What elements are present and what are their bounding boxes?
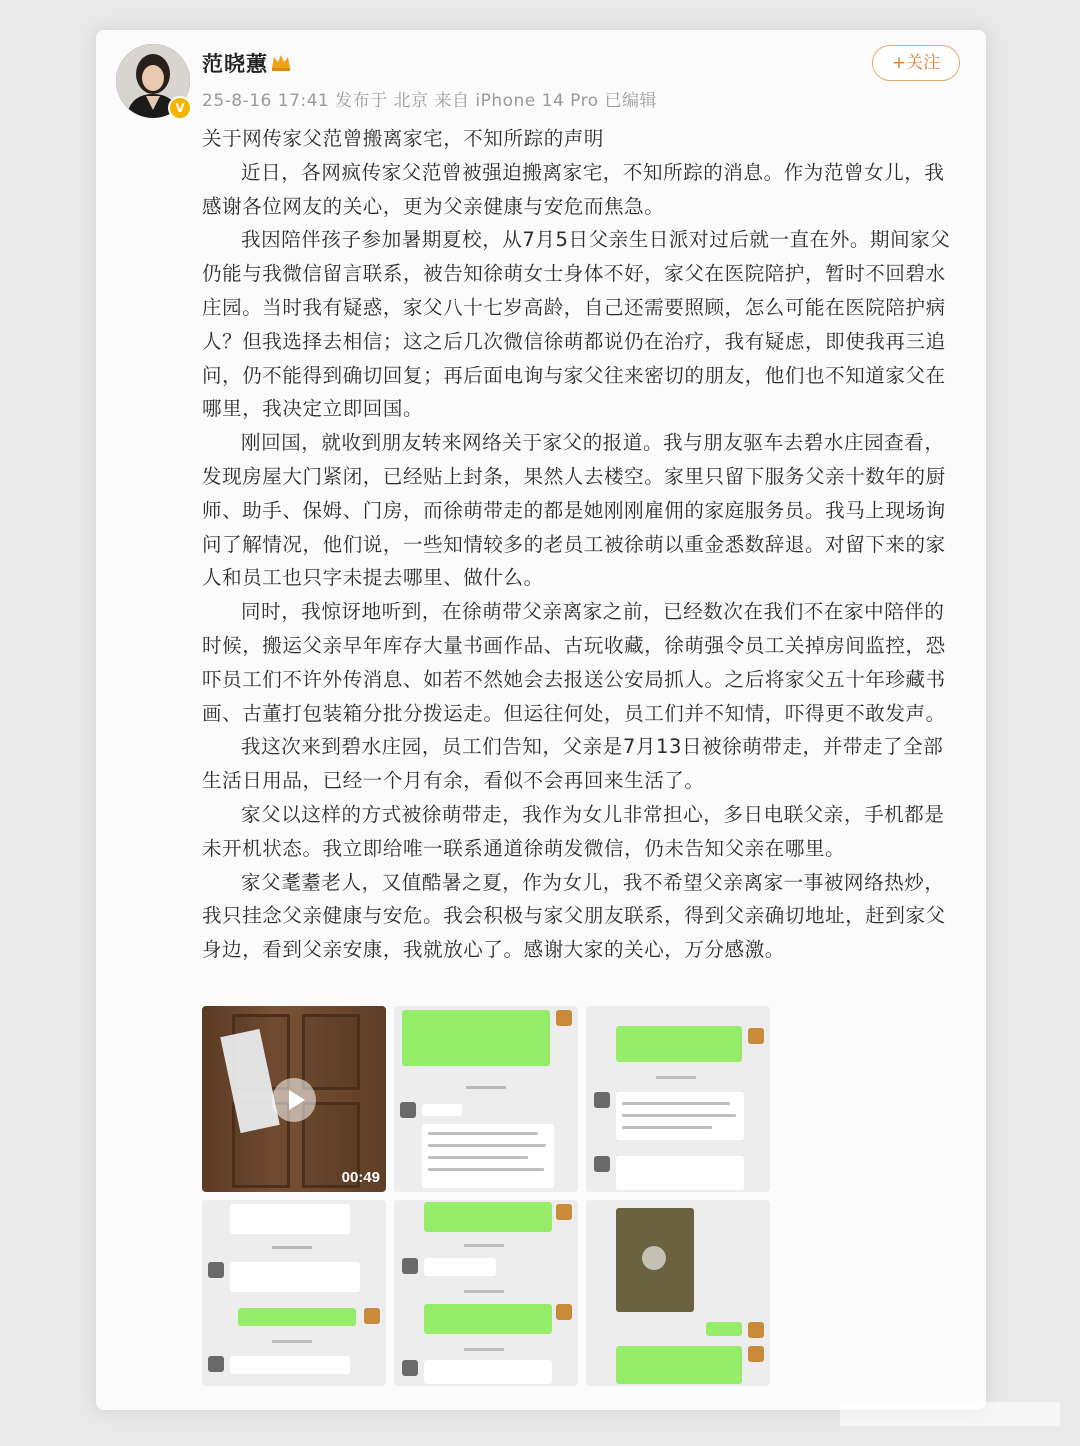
chat-screenshot-image[interactable] [202, 1200, 386, 1386]
post-paragraph: 刚回国，就收到朋友转来网络关于家父的报道。我与朋友驱车去碧水庄园查看，发现房屋大门紧闭，已经贴上封条，果然人去楼空。家里只留下服务父亲十数年的厨师、助手、保姆、门房，而徐萌带走的都是她刚刚雇佣的家庭服务员。我马上现场询问了解情况，他们说，一些知情较多的老员工被徐萌以重金悉数辞退。对留下来的家人和员工也只字未提去哪里、做什么。 [202, 431, 946, 590]
post-paragraph: 我这次来到碧水庄园，员工们告知，父亲是7月13日被徐萌带走，并带走了全部生活日用品，已经一个月有余，看似不会再回来生活了。 [202, 735, 944, 793]
verified-badge-icon: V [168, 96, 192, 120]
post-paragraph: 同时，我惊讶地听到，在徐萌带父亲离家之前，已经数次在我们不在家中陪伴的时候，搬运父亲早年库存大量书画作品、古玩收藏，徐萌强令员工关掉房间监控，恐吓员工们不许外传消息、如若不然她会去报送公安局抓人。之后将家父五十年珍藏书画、古董打包装箱分批分拨运走。但运往何处，员工们并不知情，吓得更不敢发声。 [202, 600, 946, 725]
chat-video-screenshot-image[interactable] [586, 1200, 770, 1386]
post-body [202, 122, 960, 967]
video-duration: 00:49 [341, 1169, 380, 1186]
post-paragraph: 近日，各网疯传家父范曾被强迫搬离家宅，不知所踪的消息。作为范曾女儿，我感谢各位网友的关心，更为父亲健康与安危而焦急。 [202, 160, 945, 218]
play-icon[interactable] [272, 1078, 316, 1122]
video-thumbnail[interactable] [202, 1006, 386, 1192]
post-title: 关于网传家父范曾搬离家宅，不知所踪的声明 [202, 127, 605, 150]
follow-button[interactable]: +关注 [872, 45, 960, 81]
post-paragraph: 家父以这样的方式被徐萌带走，我作为女儿非常担心，多日电联父亲，手机都是未开机状态。我立即给唯一联系通道徐萌发微信，仍未告知父亲在哪里。 [202, 802, 945, 860]
post-paragraph: 我因陪伴孩子参加暑期夏校，从7月5日父亲生日派对过后就一直在外。期间家父仍能与我微信留言联系，被告知徐萌女士身体不好，家父在医院陪护，暂时不回碧水庄园。当时我有疑惑，家父八十七岁高龄，自己还需要照顾，怎么可能在医院陪护病人？但我选择去相信；这之后几次微信徐萌都说仍在治疗，我有疑虑，即使我再三追问，仍不能得到确切回复；再后面电询与家父往来密切的朋友，他们也不知道家父在哪里，我决定立即回国。 [202, 228, 951, 421]
post-meta: 25-8-16 17:41 发布于 北京 来自 iPhone 14 Pro 已编辑 [202, 91, 658, 111]
post-paragraph: 家父耄耋老人，又值酷暑之夏，作为女儿，我不希望父亲离家一事被网络热炒，我只挂念父亲健康与安危。我会积极与家父朋友联系，得到父亲确切地址，赶到家父身边，看到父亲安康，我就放心了。感谢大家的关心，万分感激。 [202, 870, 946, 962]
chat-screenshot-image[interactable] [586, 1006, 770, 1192]
image-grid [202, 1006, 770, 1386]
chat-screenshot-image[interactable] [394, 1200, 578, 1386]
user-name[interactable]: 范晓蕙 [202, 52, 268, 76]
watermark-area [840, 1402, 1060, 1426]
chat-screenshot-image[interactable] [394, 1006, 578, 1192]
vip-crown-icon [270, 52, 292, 72]
